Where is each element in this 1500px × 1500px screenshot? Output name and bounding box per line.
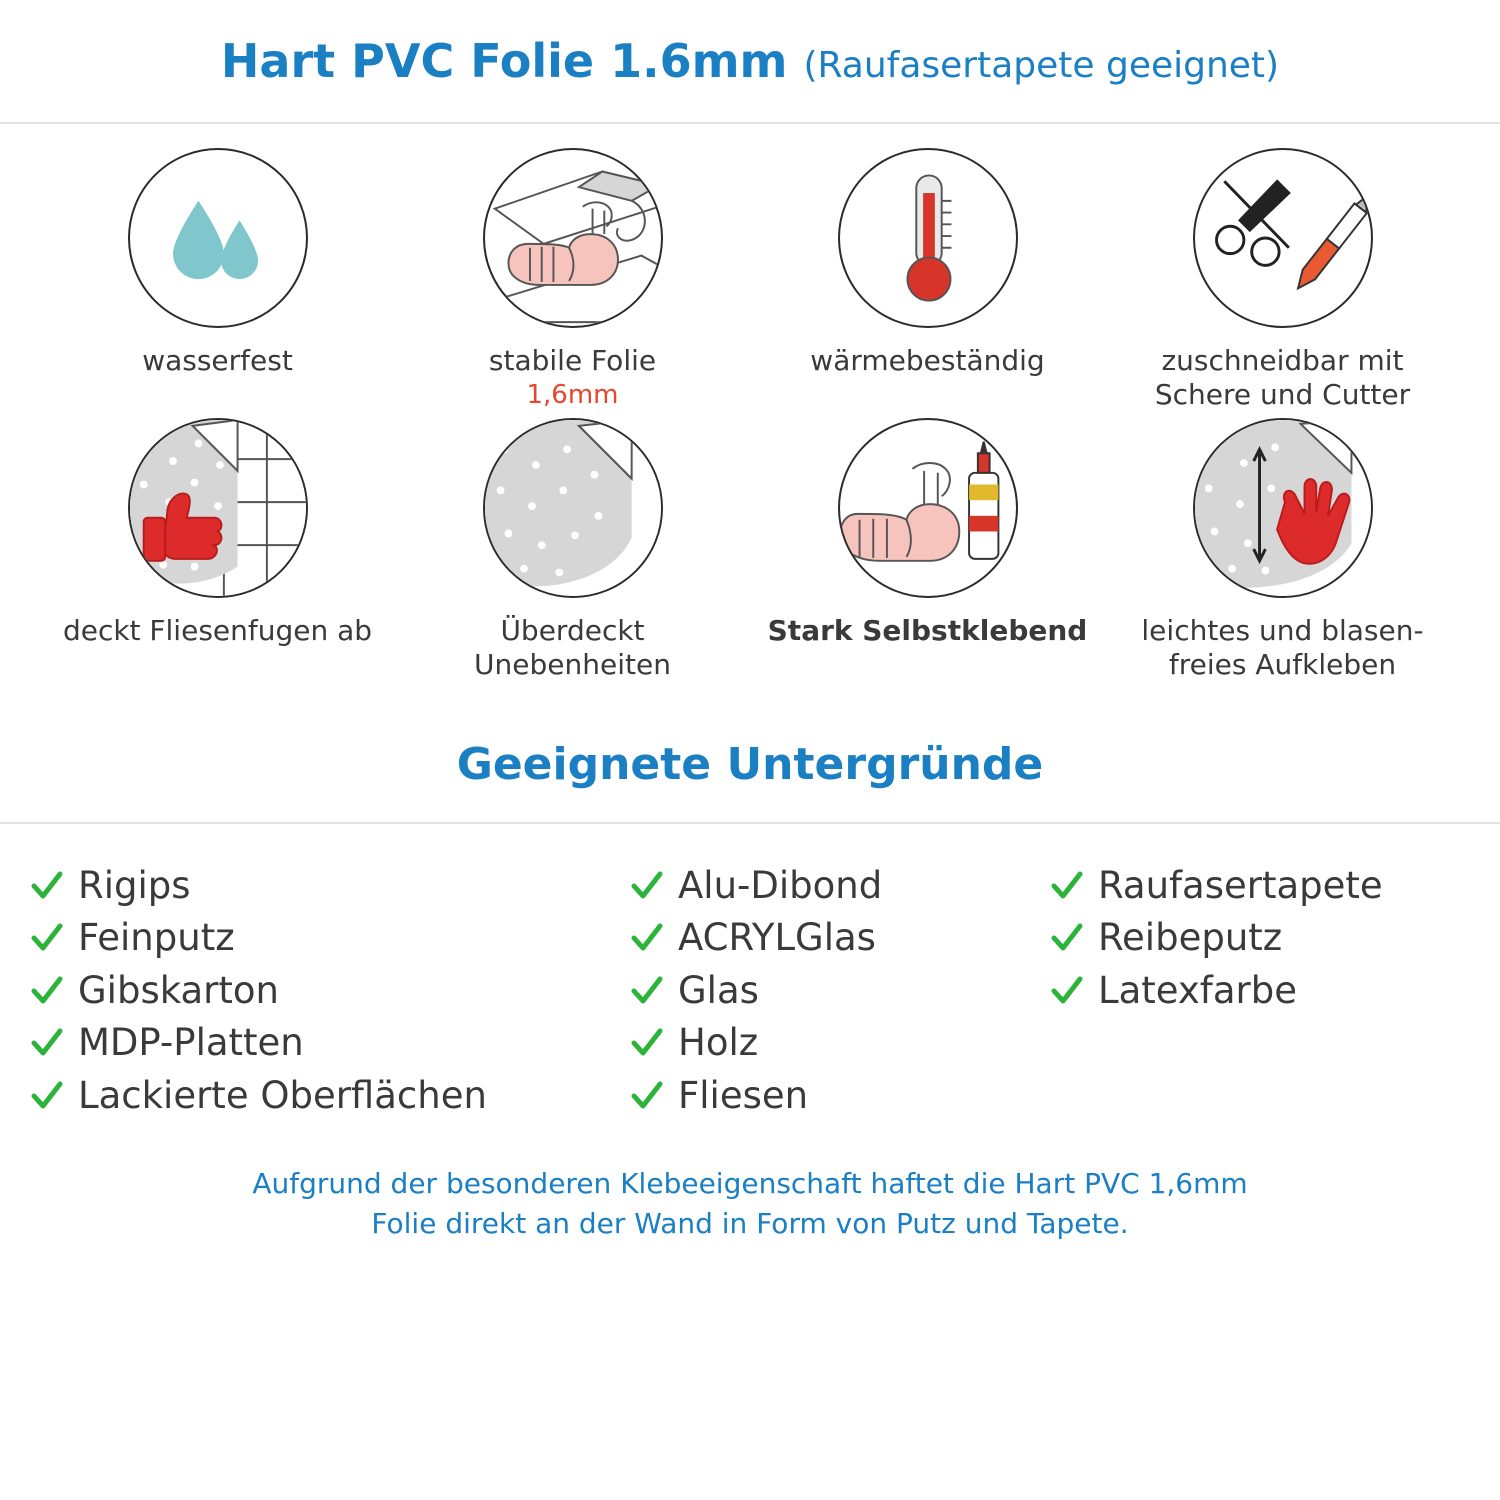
feature-label: Stark Selbstklebend bbox=[767, 614, 1088, 648]
list-item bbox=[30, 860, 630, 913]
substrates-column-3 bbox=[1050, 860, 1500, 1123]
list-item bbox=[1050, 965, 1500, 1018]
list-item bbox=[1050, 912, 1500, 965]
feature-item bbox=[40, 148, 395, 412]
list-item bbox=[30, 965, 630, 1018]
list-item bbox=[630, 1070, 1050, 1123]
list-item-label: Glas bbox=[678, 968, 759, 1012]
list-item bbox=[30, 912, 630, 965]
check-icon bbox=[1050, 869, 1084, 903]
check-icon bbox=[630, 1026, 664, 1060]
feature-label: wasserfest bbox=[142, 344, 293, 377]
feature-item bbox=[395, 418, 750, 682]
feature-label: stabile Folie bbox=[488, 344, 657, 377]
list-item-label: ACRYLGlas bbox=[678, 916, 876, 960]
list-item-label: Lackierte Oberflächen bbox=[78, 1073, 487, 1117]
list-item-label: Holz bbox=[678, 1021, 759, 1065]
list-item-label: Gibskarton bbox=[78, 968, 279, 1012]
check-icon bbox=[1050, 921, 1084, 955]
list-item bbox=[1050, 860, 1500, 913]
list-item-label: Fliesen bbox=[678, 1073, 809, 1117]
list-item bbox=[30, 1017, 630, 1070]
feature-label: deckt Fliesenfugen ab bbox=[62, 614, 373, 648]
list-item-label: Latexfarbe bbox=[1098, 968, 1297, 1012]
feature-item bbox=[1105, 418, 1460, 682]
feature-sublabel: 1,6mm bbox=[526, 380, 619, 411]
feature-item bbox=[1105, 148, 1460, 412]
thumbs-up-tiles-icon bbox=[128, 418, 308, 598]
check-icon bbox=[30, 869, 64, 903]
check-icon bbox=[30, 1026, 64, 1060]
list-item-label: Feinputz bbox=[78, 916, 235, 960]
list-item-label: MDP-Platten bbox=[78, 1021, 304, 1065]
list-item bbox=[630, 912, 1050, 965]
list-item-label: Raufasertapete bbox=[1098, 863, 1383, 907]
feature-item bbox=[40, 418, 395, 682]
substrates-column-1 bbox=[30, 860, 630, 1123]
page-title bbox=[221, 34, 1279, 88]
feature-item bbox=[395, 148, 750, 412]
peeling-foil-icon bbox=[483, 418, 663, 598]
substrates-list bbox=[0, 824, 1500, 1123]
check-icon bbox=[630, 974, 664, 1008]
section-title: Geeignete Untergründe bbox=[456, 738, 1044, 790]
arm-glue-tube-icon bbox=[838, 418, 1018, 598]
feature-label: zuschneidbar mit Schere und Cutter bbox=[1154, 344, 1411, 412]
check-icon bbox=[30, 974, 64, 1008]
list-item bbox=[630, 860, 1050, 913]
list-item bbox=[630, 965, 1050, 1018]
section-header bbox=[0, 739, 1500, 824]
hand-smoothing-icon bbox=[1193, 418, 1373, 598]
water-drops-icon bbox=[128, 148, 308, 328]
list-item bbox=[30, 1070, 630, 1123]
feature-label: leichtes und blasen- freies Aufkleben bbox=[1141, 614, 1424, 682]
check-icon bbox=[1050, 974, 1084, 1008]
check-icon bbox=[630, 869, 664, 903]
check-icon bbox=[630, 1079, 664, 1113]
scissors-cutter-icon bbox=[1193, 148, 1373, 328]
substrates-column-2 bbox=[630, 860, 1050, 1123]
feature-label: Überdeckt Unebenheiten bbox=[474, 614, 671, 682]
page-title-main: Hart PVC Folie 1.6mm bbox=[220, 34, 788, 88]
feature-grid bbox=[0, 124, 1500, 683]
list-item-label: Rigips bbox=[78, 863, 191, 907]
check-icon bbox=[30, 921, 64, 955]
thermometer-icon bbox=[838, 148, 1018, 328]
footnote bbox=[0, 1164, 1500, 1244]
feature-item bbox=[750, 148, 1105, 412]
page-header bbox=[0, 0, 1500, 124]
list-item bbox=[630, 1017, 1050, 1070]
check-icon bbox=[30, 1079, 64, 1113]
list-item-label: Alu-Dibond bbox=[678, 863, 883, 907]
feature-label: wärmebeständig bbox=[810, 344, 1045, 377]
list-item-label: Reibeputz bbox=[1098, 916, 1283, 960]
feature-item bbox=[750, 418, 1105, 682]
footnote-line-1: Aufgrund der besonderen Klebeeigenschaft haftet die Hart PVC 1,6mm bbox=[252, 1167, 1248, 1201]
check-icon bbox=[630, 921, 664, 955]
flexing-arm-roll-icon bbox=[483, 148, 663, 328]
page-title-sub: (Raufasertapete geeignet) bbox=[803, 45, 1280, 86]
footnote-line-2: Folie direkt an der Wand in Form von Putz und Tapete. bbox=[371, 1207, 1129, 1241]
